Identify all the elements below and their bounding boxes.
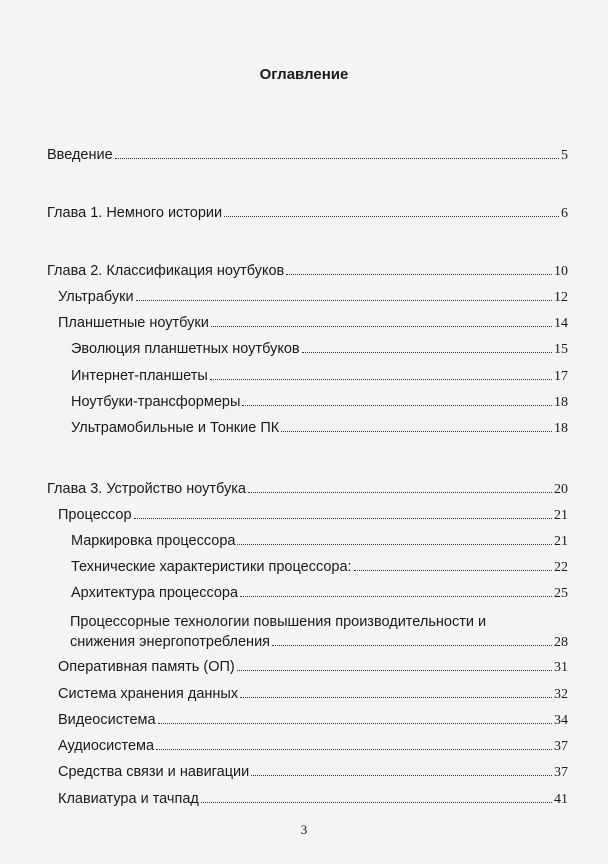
dot-leader (251, 775, 552, 776)
dot-leader (242, 405, 552, 406)
toc-entry (0, 262, 608, 282)
dot-leader (272, 645, 552, 646)
toc-entry (0, 204, 608, 224)
toc-entry (0, 763, 608, 783)
toc-entry (0, 419, 608, 439)
toc-entry-label: Оперативная память (ОП) (58, 659, 235, 675)
toc-entry (0, 532, 608, 552)
dot-leader (248, 492, 552, 493)
toc-entry-label: Ультрамобильные и Тонкие ПК (71, 420, 280, 436)
dot-leader (136, 300, 552, 301)
toc-entry (0, 737, 608, 757)
toc-entry (0, 480, 608, 500)
toc-entry-label: Ультрабуки (58, 289, 134, 305)
dot-leader (201, 802, 552, 803)
dot-leader (286, 274, 552, 275)
toc-entry-label: Интернет-планшеты (71, 368, 208, 384)
dot-leader (302, 352, 552, 353)
toc-entry (0, 393, 608, 413)
toc-entry-label: Глава 3. Устройство ноутбука (47, 481, 246, 497)
toc-entry-page: 34 (554, 713, 568, 728)
toc-entry-page: 14 (554, 316, 568, 331)
toc-entry-page: 12 (554, 290, 568, 305)
toc-entry (0, 658, 608, 678)
dot-leader (354, 570, 552, 571)
dot-leader (240, 596, 552, 597)
toc-entry-page: 5 (561, 148, 568, 163)
toc-entry-label: Планшетные ноутбуки (58, 315, 209, 331)
toc-entry-label: Средства связи и навигации (58, 764, 250, 780)
toc-entry-page: 18 (554, 421, 568, 436)
toc-entry (0, 506, 608, 526)
page-number: 3 (300, 822, 308, 837)
dot-leader (156, 749, 552, 750)
toc-entry (0, 367, 608, 387)
toc-entry-label-line2: снижения энергопотребления (70, 634, 271, 650)
dot-leader (240, 697, 552, 698)
toc-entry-label: Процессор (58, 507, 132, 523)
toc-entry-page: 10 (554, 264, 568, 279)
toc-entry-page: 28 (554, 635, 568, 650)
toc-entry-label: Клавиатура и тачпад (58, 791, 199, 807)
toc-entry-page: 21 (554, 508, 568, 523)
toc-entry-label: Глава 2. Классификация ноутбуков (47, 263, 285, 279)
toc-entry (0, 612, 608, 652)
dot-leader (211, 326, 552, 327)
page-title: Оглавление (259, 66, 349, 83)
toc-entry (0, 711, 608, 731)
toc-entry-label: Маркировка процессора (71, 533, 236, 549)
toc-entry-page: 31 (554, 660, 568, 675)
toc-entry-page: 6 (561, 206, 568, 221)
toc-entry-label: Видеосистема (58, 712, 156, 728)
dot-leader (237, 670, 552, 671)
toc-entry-page: 25 (554, 586, 568, 601)
toc-entry (0, 790, 608, 810)
toc-entry-page: 37 (554, 765, 568, 780)
toc-entry-label: Аудиосистема (58, 738, 155, 754)
toc-entry-label: Эволюция планшетных ноутбуков (71, 341, 300, 357)
toc-entry-page: 18 (554, 395, 568, 410)
toc-entry-page: 15 (554, 342, 568, 357)
toc-entry (0, 340, 608, 360)
toc-entry (0, 584, 608, 604)
toc-entry-label: Технические характеристики процессора: (71, 559, 352, 575)
toc-entry (0, 558, 608, 578)
toc-entry-page: 32 (554, 687, 568, 702)
toc-entry-label: Глава 1. Немного истории (47, 205, 223, 221)
dot-leader (281, 431, 552, 432)
dot-leader (237, 544, 552, 545)
toc-entry-label: Архитектура процессора (71, 585, 239, 601)
toc-entry-page: 37 (554, 739, 568, 754)
toc-entry-label: Введение (47, 147, 113, 163)
toc-entry (0, 146, 608, 166)
toc-entry-page: 21 (554, 534, 568, 549)
toc-entry-label-line1: Процессорные технологии повышения производительности и (70, 614, 487, 630)
toc-entry (0, 314, 608, 334)
toc-entry-page: 41 (554, 792, 568, 807)
toc-entry-page: 20 (554, 482, 568, 497)
dot-leader (134, 518, 552, 519)
dot-leader (115, 158, 559, 159)
toc-entry-page: 17 (554, 369, 568, 384)
dot-leader (224, 216, 559, 217)
toc-entry (0, 685, 608, 705)
dot-leader (158, 723, 552, 724)
toc-entry-page: 22 (554, 560, 568, 575)
toc-entry (0, 288, 608, 308)
dot-leader (210, 379, 552, 380)
toc-entry-label: Система хранения данных (58, 686, 239, 702)
toc-entry-label: Ноутбуки-трансформеры (71, 394, 241, 410)
